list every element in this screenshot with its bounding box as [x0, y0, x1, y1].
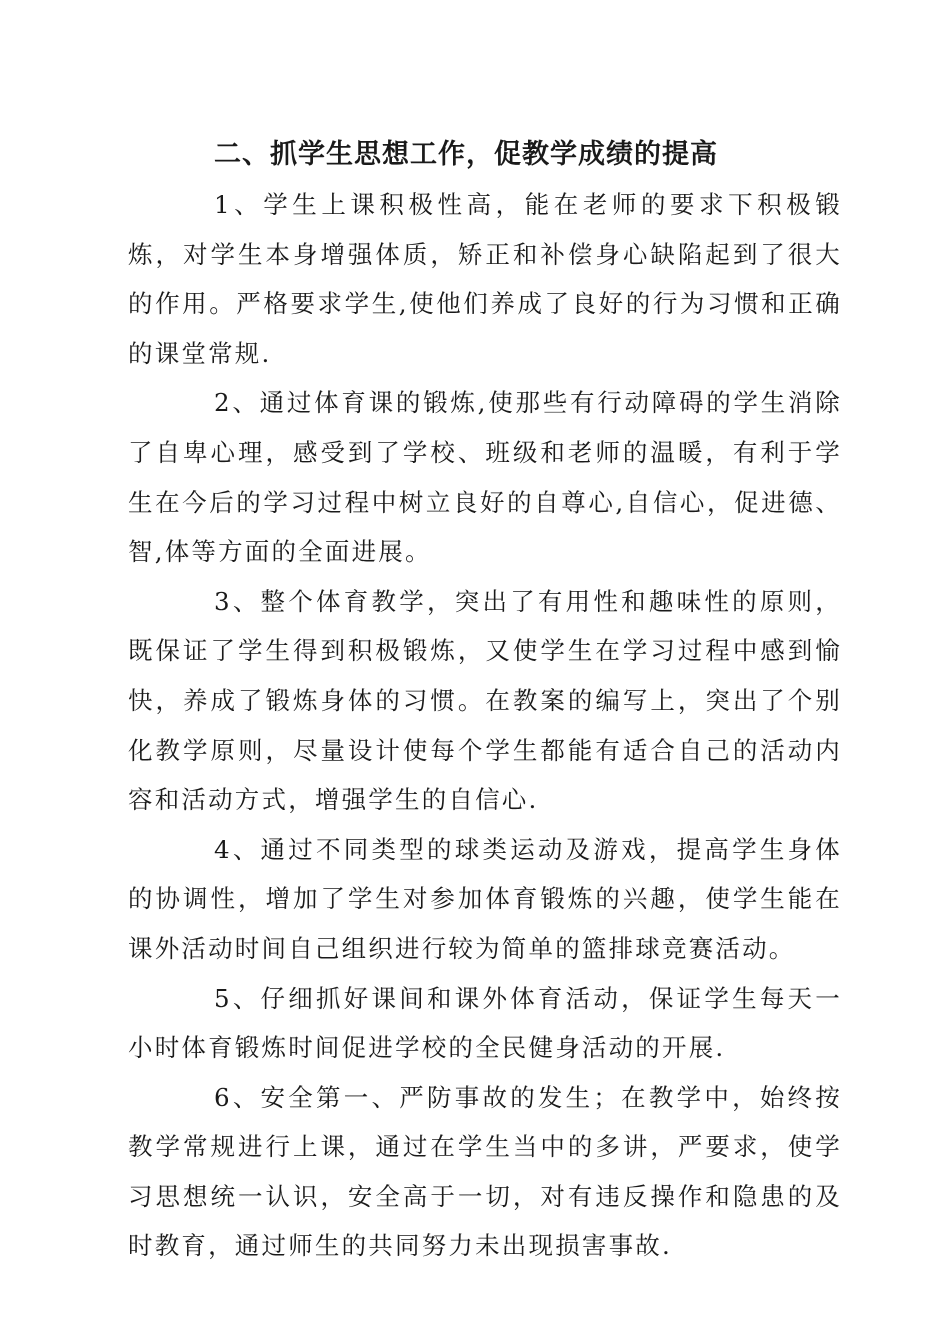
section-heading: 二、抓学生思想工作，促教学成绩的提高: [214, 139, 718, 170]
paragraph-5: 5、仔细抓好课间和课外体育活动，保证学生每天一小时体育锻炼时间促进学校的全民健身活动的开展.: [128, 983, 842, 1063]
paragraph-4: 4、通过不同类型的球类运动及游戏，提高学生身体的协调性，增加了学生对参加体育锻炼的兴趣，使学生能在课外活动时间自己组织进行较为简单的篮排球竞赛活动。: [128, 834, 842, 963]
document-page: [128, 130, 842, 1271]
paragraph-1: 1、学生上课积极性高，能在老师的要求下积极锻炼，对学生本身增强体质，矫正和补偿身心缺陷起到了很大的作用。严格要求学生,使他们养成了良好的行为习惯和正确的课堂常规.: [128, 190, 842, 368]
paragraph-3: 3、整个体育教学，突出了有用性和趣味性的原则，既保证了学生得到积极锻炼，又使学生在学习过程中感到愉快，养成了锻炼身体的习惯。在教案的编写上，突出了个别化教学原则，尽量设计使每个学生都能有适合自己的活动内容和活动方式，增强学生的自信心.: [128, 586, 842, 815]
paragraph-6: 6、安全第一、严防事故的发生；在教学中，始终按教学常规进行上课，通过在学生当中的多讲，严要求，使学习思想统一认识，安全高于一切，对有违反操作和隐患的及时教育，通过师生的共同努力未出现损害事故.: [128, 1082, 842, 1261]
paragraph-2: 2、通过体育课的锻炼,使那些有行动障碍的学生消除了自卑心理，感受到了学校、班级和老师的温暖，有利于学生在今后的学习过程中树立良好的自尊心,自信心，促进德、智,体等方面的全面进展。: [128, 388, 842, 567]
